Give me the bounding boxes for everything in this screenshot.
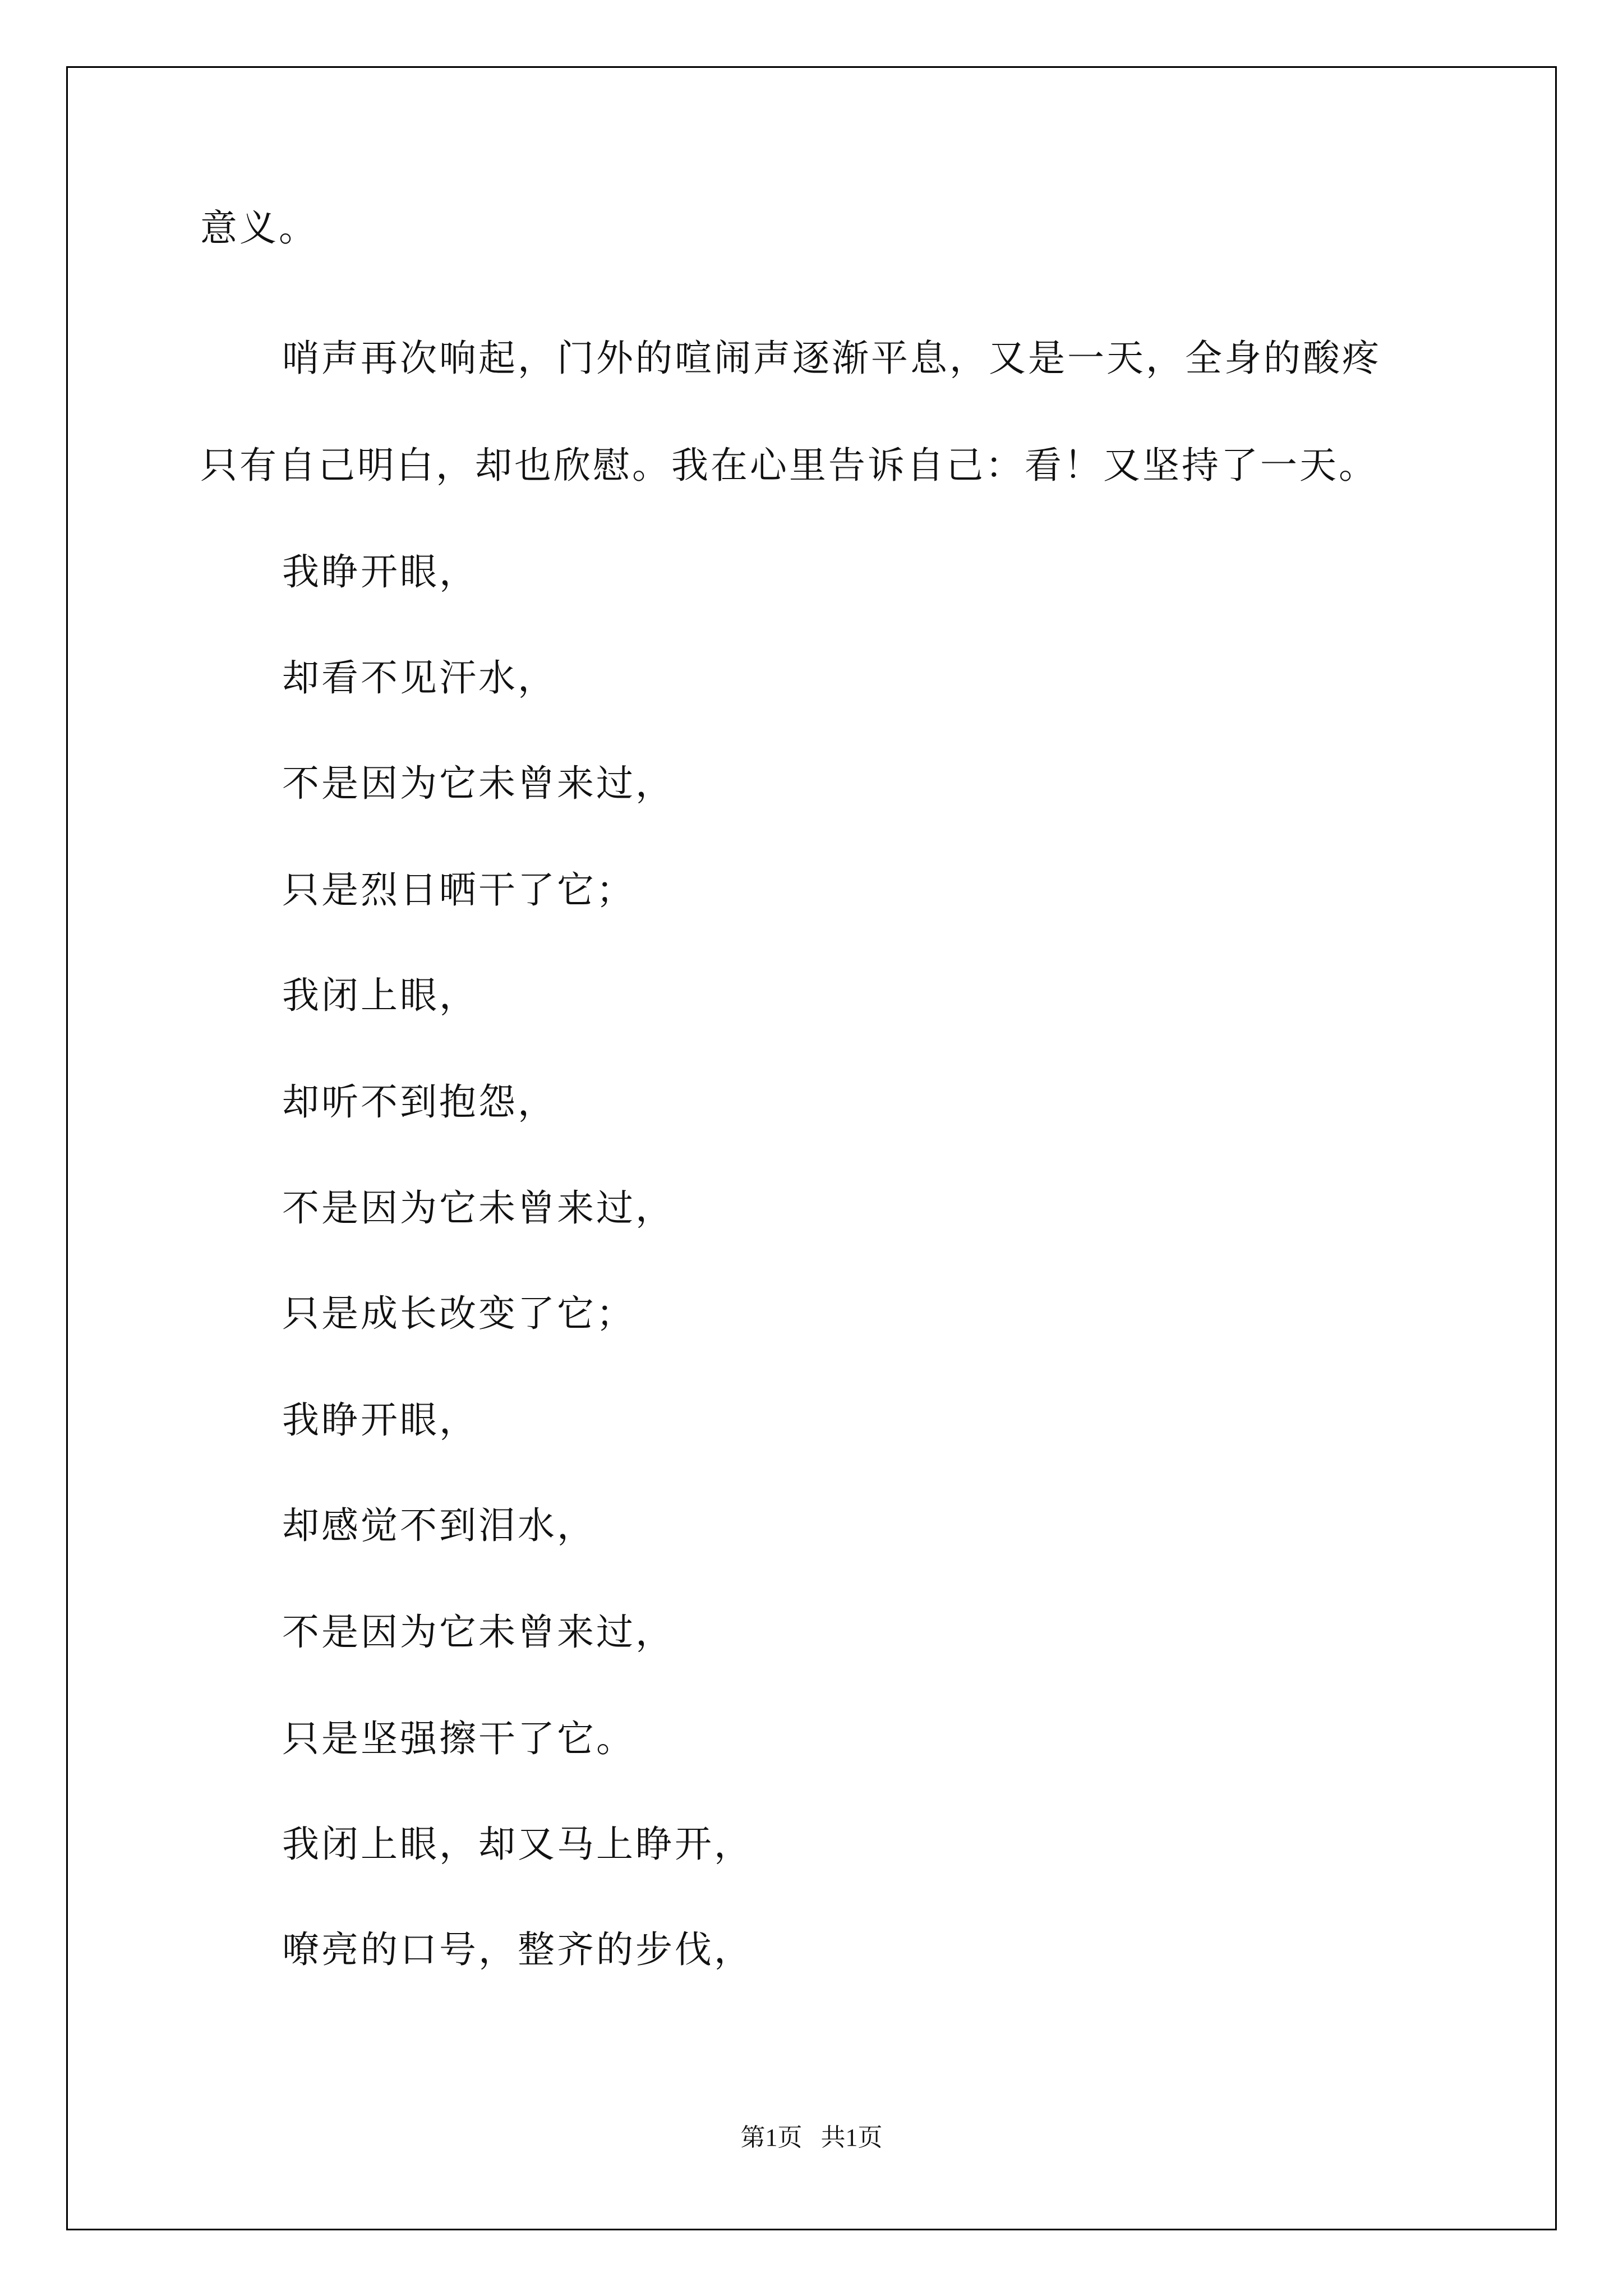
poem-line: 却看不见汗水， — [282, 656, 557, 700]
poem-line: 只是烈日晒干了它； — [282, 868, 635, 912]
page-border — [66, 66, 1557, 2230]
poem-line: 不是因为它未曾来过， — [282, 762, 675, 805]
poem-line: 不是因为它未曾来过， — [282, 1186, 675, 1230]
poem-line: 却感觉不到泪水， — [282, 1504, 596, 1547]
poem-line: 却听不到抱怨， — [282, 1080, 557, 1124]
poem-line: 我睁开眼， — [282, 550, 478, 593]
poem-line: 我闭上眼，却又马上睁开， — [282, 1823, 753, 1866]
poem-line: 只是成长改变了它； — [282, 1292, 635, 1335]
page-number-footer: 第1页 共1页 — [740, 2124, 883, 2151]
text-line: 意义。 — [200, 206, 318, 250]
paragraph-line: 只有自己明白，却也欣慰。我在心里告诉自己：看！又坚持了一天。 — [200, 444, 1378, 487]
poem-line: 我睁开眼， — [282, 1398, 478, 1442]
paragraph-line: 哨声再次响起，门外的喧闹声逐渐平息，又是一天，全身的酸疼 — [282, 337, 1381, 380]
poem-line: 我闭上眼， — [282, 974, 478, 1017]
poem-line: 只是坚强擦干了它。 — [282, 1717, 635, 1760]
poem-line: 嘹亮的口号，整齐的步伐， — [282, 1928, 753, 1971]
poem-line: 不是因为它未曾来过， — [282, 1611, 675, 1654]
